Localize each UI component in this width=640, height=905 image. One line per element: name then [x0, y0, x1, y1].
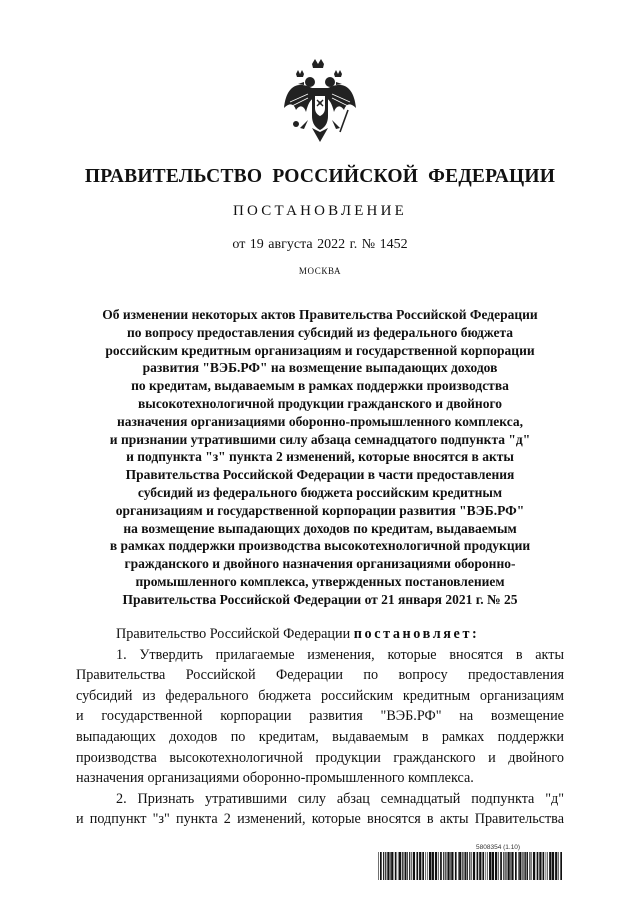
preamble-line	[76, 624, 564, 645]
heading-line: по кредитам, выдаваемым в рамках поддержки производства	[131, 378, 509, 394]
heading-line: и подпункта "з" пункта 2 изменений, которые вносятся в акты	[126, 449, 514, 465]
heading-line: высокотехнологичной продукции гражданского и двойного	[137, 395, 503, 411]
paragraph-1-line: Правительства Российской Федерации по вопросу предоставления	[76, 667, 564, 684]
heading-line: на возмещение выпадающих доходов по кредитам, выдаваемым	[123, 520, 517, 536]
heading-line: Правительства Российской Федерации в части предоставления	[125, 467, 515, 483]
paragraph-1-line: производства высокотехнологичной продукции гражданского и двойного	[76, 749, 564, 766]
document-date-number: от 19 августа 2022 г. № 1452	[232, 237, 408, 252]
paragraph-1-line: назначения организациями оборонно-промышленного комплекса.	[76, 770, 474, 787]
heading-line: промышленного комплекса, утвержденных постановлением	[135, 573, 505, 589]
heading-line: и признании утратившими силу абзаца семнадцатого подпункта "д"	[109, 431, 531, 447]
heading-line: Об изменении некоторых актов Правительства Российской Федерации	[102, 307, 538, 322]
heading-line: развития "ВЭБ.РФ" на возмещение выпадающих доходов	[142, 360, 498, 376]
resolution-heading	[60, 306, 580, 609]
paragraph-2-line: 2. Признать утратившими силу абзац семнадцатый подпункта "д"	[116, 790, 564, 807]
heading-line: гражданского и двойного назначения организациями оборонно-	[124, 556, 516, 572]
paragraph-1-line: 1. Утвердить прилагаемые изменения, которые вносятся в акты	[116, 646, 564, 663]
document-type: ПОСТАНОВЛЕНИЕ	[233, 203, 407, 219]
paragraph-1-line: выпадающих доходов по кредитам, выдаваемым в рамках поддержки	[76, 728, 564, 745]
preamble-text: Правительство Российской Федерации	[116, 626, 351, 642]
barcode-label: 5808354 (1.10)	[476, 844, 521, 851]
heading-line: организациям и государственной корпорации развития "ВЭБ.РФ"	[115, 502, 525, 518]
barcode-icon	[378, 852, 564, 880]
paragraph-2-line: и подпункт "з" пункта 2 изменений, которые вносятся в акты Правительства	[76, 811, 564, 828]
heading-line: субсидий из федерального бюджета российским кредитным	[137, 484, 503, 500]
government-title: ПРАВИТЕЛЬСТВО РОССИЙСКОЙ ФЕДЕРАЦИИ	[84, 166, 556, 187]
paragraph-1-line: и государственной корпорации развития "ВЭБ.РФ" на возмещение	[76, 708, 564, 725]
heading-line: российским кредитным организациям и государственной корпорации	[105, 342, 535, 358]
heading-line: Правительства Российской Федерации от 21 января 2021 г. № 25	[122, 591, 518, 607]
heading-line: по вопросу предоставления субсидий из федерального бюджета	[127, 324, 513, 340]
russian-coat-of-arms-icon	[282, 58, 358, 148]
resolution-body	[76, 624, 564, 830]
heading-line: назначения организациями оборонно-промышленного комплекса,	[116, 413, 524, 429]
paragraph-1-line: субсидий из федерального бюджета российским кредитным организациям	[76, 687, 564, 704]
document-city: МОСКВА	[298, 266, 342, 276]
resolves-keyword: постановляет:	[353, 626, 480, 642]
heading-line: в рамках поддержки производства высокотехнологичной продукции	[109, 538, 531, 554]
